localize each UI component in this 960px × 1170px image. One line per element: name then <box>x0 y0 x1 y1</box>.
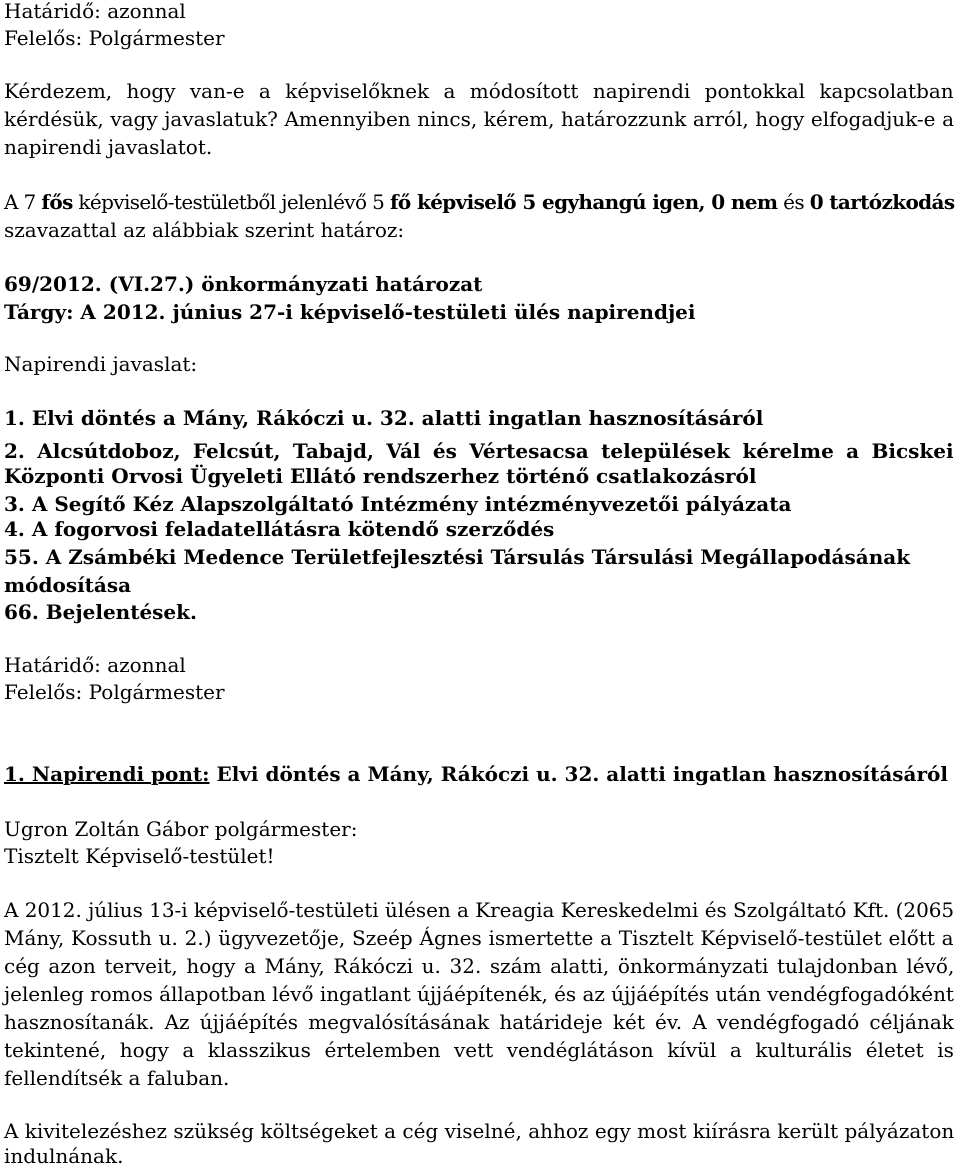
vote-part-3: képviselő-testületből jelenlévő 5 <box>72 190 390 214</box>
body1-line-5: hasznosítanák. Az újjáépítés megvalósításának határideje két év. A vendégfogadó céljának <box>4 1010 954 1034</box>
body1-line-4: jelenleg romos állapotban lévő ingatlant újjáépítenék, és az újjáépítés után vendégfogadóként <box>4 982 954 1006</box>
speaker-greeting: Tisztelt Képviselő-testület! <box>4 844 275 868</box>
vote-part-1: A 7 <box>4 190 42 214</box>
speaker-name: Ugron Zoltán Gábor polgármester: <box>4 817 358 841</box>
deadline-bottom: Határidő: azonnal <box>4 653 186 677</box>
responsible-bottom: Felelős: Polgármester <box>4 680 225 704</box>
vote-part-4: fő képviselő 5 egyhangú igen, 0 nem <box>389 190 778 214</box>
body2-line-1: A kivitelezéshez szükség költségeket a cég viselné, ahhoz egy most kiírásra került pályázaton <box>4 1119 955 1143</box>
agenda-item-5: 55. A Zsámbéki Medence Területfejlesztési Társulás Társulási Megállapodásának <box>4 545 911 569</box>
proposal-heading: Napirendi javaslat: <box>4 352 198 376</box>
question-line-1: Kérdezem, hogy van-e a képviselőknek a módosított napirendi pontokkal kapcsolatban <box>4 79 954 103</box>
vote-line-1 <box>4 188 954 216</box>
resolution-number: 69/2012. (VI.27.) önkormányzati határozat <box>4 272 483 296</box>
body1-line-7: fellendítsék a faluban. <box>4 1066 230 1090</box>
agenda-item-2: 2. Alcsútdoboz, Felcsút, Tabajd, Vál és Vértesacsa települések kérelme a Bicskei <box>4 439 954 463</box>
body1-line-6: tekintené, hogy a klasszikus értelemben vett vendéglátáson kívül a kulturális életet is <box>4 1038 954 1062</box>
item1-label: 1. Napirendi pont: <box>4 762 210 786</box>
question-line-2: kérdésük, vagy javaslatuk? Amennyiben nincs, kérem, határozzunk arról, hogy elfogadjuk-e a <box>4 107 954 131</box>
body1-line-1: A 2012. július 13-i képviselő-testületi ülésen a Kreagia Kereskedelmi és Szolgáltató Kft. (2065 <box>4 898 955 922</box>
resolution-subject: Tárgy: A 2012. június 27-i képviselő-testületi ülés napirendjei <box>4 300 696 324</box>
body1-line-3: cég azon terveit, hogy a Mány, Rákóczi u. 32. szám alatti, önkormányzati tulajdonban lévő, <box>4 954 955 978</box>
item1-title: Elvi döntés a Mány, Rákóczi u. 32. alatti ingatlan hasznosításáról <box>209 762 948 786</box>
vote-part-5: és <box>777 190 810 214</box>
agenda-item-5-cont: módosítása <box>4 573 132 597</box>
agenda-item-3: 3. A Segítő Kéz Alapszolgáltató Intézmény intézményvezetői pályázata <box>4 492 792 516</box>
responsible-top: Felelős: Polgármester <box>4 26 225 50</box>
agenda-item-6: 66. Bejelentések. <box>4 600 197 624</box>
agenda-item-1: 1. Elvi döntés a Mány, Rákóczi u. 32. alatti ingatlan hasznosításáról <box>4 406 764 430</box>
agenda-item-2-cont: Központi Orvosi Ügyeleti Ellátó rendszerhez történő csatlakozásról <box>4 464 757 488</box>
item1-heading <box>4 760 948 788</box>
body2-line-2: indulnának. <box>4 1144 124 1168</box>
agenda-item-4: 4. A fogorvosi feladatellátásra kötendő szerződés <box>4 517 555 541</box>
vote-part-6: 0 tartózkodás <box>809 190 955 214</box>
deadline-top: Határidő: azonnal <box>4 0 186 23</box>
vote-line-2: szavazattal az alábbiak szerint határoz: <box>4 218 405 242</box>
vote-part-2: fős <box>41 190 73 214</box>
question-line-3: napirendi javaslatot. <box>4 135 213 159</box>
body1-line-2: Mány, Kossuth u. 2.) ügyvezetője, Szeép Ágnes ismertette a Tisztelt Képviselő-testület előtt a <box>4 926 954 950</box>
